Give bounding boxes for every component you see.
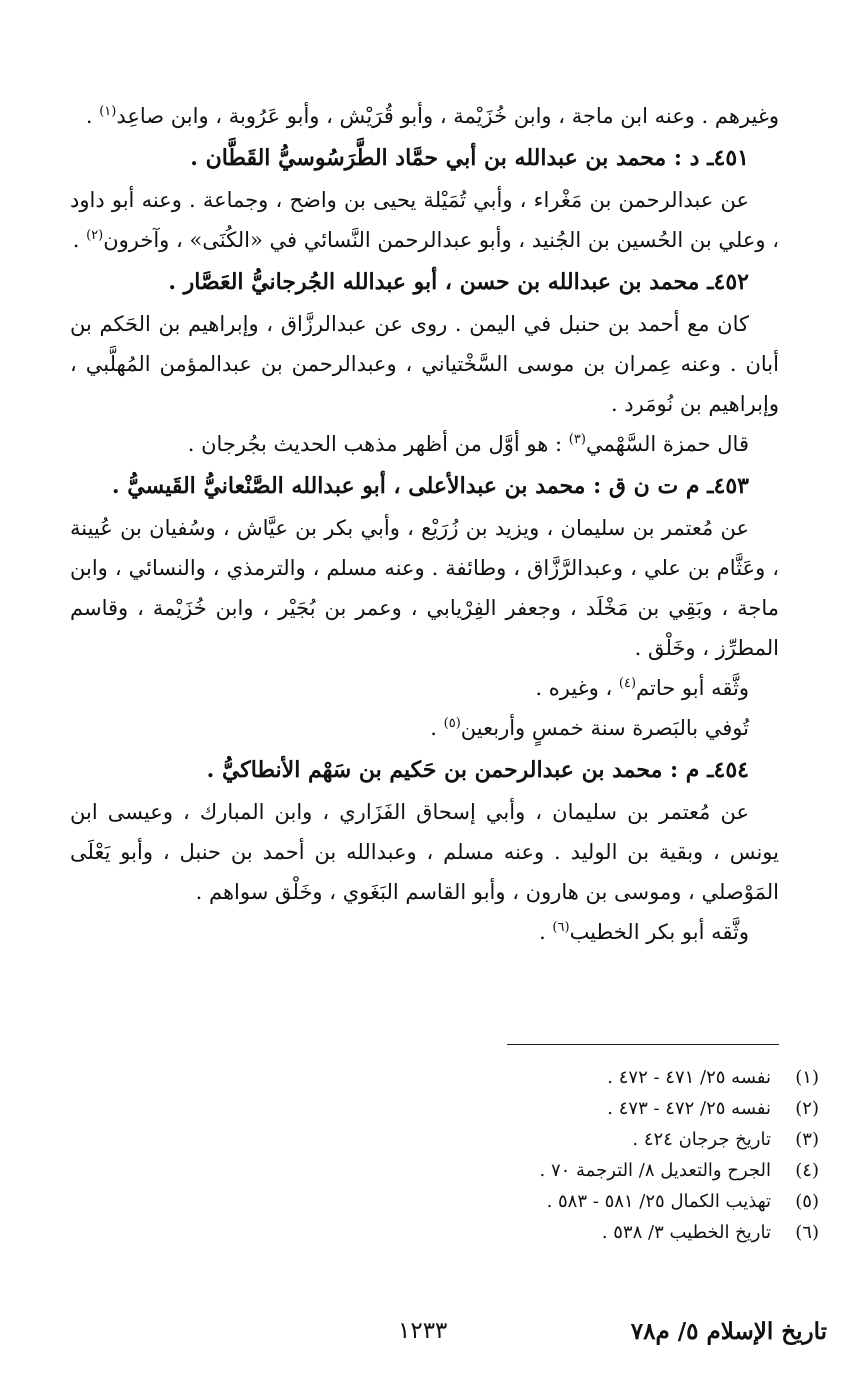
footnote-item <box>200 1186 819 1217</box>
trust-text: وثَّقه أبو بكر الخطيب <box>569 920 749 944</box>
entry-body-452: كان مع أحمد بن حنبل في اليمن . روى عن عبدالرزَّاق ، وإبراهيم بن الحَكم بن أبان . وعنه عِمران بن موسى السَّخْتياني ، وعبدالرحمن بن عبدالمؤمن المُهلَّبي ، وإبراهيم بن نُومَرد . <box>70 312 779 416</box>
entry-heading-453: ٤٥٣ـ م ت ن ق : محمد بن عبدالأعلى ، أبو عبدالله الصَّنْعانيُّ القَيسيُّ . <box>111 473 749 499</box>
paragraph-text: وغيرهم . وعنه ابن ماجة ، وابن خُزَيْمة ، وأبو قُرَيْش ، وأبو عَرُوبة ، وابن صاعِد <box>116 104 779 128</box>
running-footer <box>0 1318 849 1358</box>
footnote-item <box>200 1155 819 1186</box>
note-text: قال حمزة السَّهْمي <box>585 432 749 456</box>
continued-paragraph <box>70 96 779 136</box>
footnote-number: (٦) <box>795 1222 819 1243</box>
footnote-ref[interactable]: (١) <box>99 104 117 119</box>
entry-trust-453 <box>70 668 779 708</box>
footnote-number: (٥) <box>795 1191 819 1212</box>
footnote-number: (٣) <box>795 1129 819 1150</box>
footnote-ref[interactable]: (٥) <box>443 716 461 731</box>
entry-heading-452: ٤٥٢ـ محمد بن عبدالله بن حسن ، أبو عبدالله الجُرجانيُّ العَصَّار . <box>168 269 749 295</box>
footnote-text: تاريخ جرجان ٤٢٤ . <box>632 1129 771 1150</box>
trust-text: وثَّقه أبو حاتم <box>636 676 749 700</box>
footnote-ref[interactable]: (٣) <box>568 432 586 447</box>
entry-body-453: عن مُعتمر بن سليمان ، ويزيد بن زُرَيْع ، وأبي بكر بن عيَّاش ، وسُفيان بن عُيينة ، وعَثَّام بن علي ، وعبدالرَّزَّاق ، وطائفة . وعنه مسلم ، والترمذي ، والنسائي ، وابن ماجة ، وبَقِي بن مَخْلَد ، وجعفر الفِرْيابي ، وعمر بن بُجَيْر ، وابن خُزَيْمة ، وقاسم المطرِّز ، وخَلْق . <box>70 516 779 660</box>
footnote-number: (٤) <box>795 1160 819 1181</box>
footnote-ref[interactable]: (٤) <box>618 676 637 691</box>
footnote-text: نفسه ٢٥/ ٤٧١ - ٤٧٢ . <box>607 1067 771 1088</box>
page-number: ١٢٣٣ <box>398 1318 448 1344</box>
trust-tail: . <box>539 920 553 944</box>
footnote-text: تهذيب الكمال ٢٥/ ٥٨١ - ٥٨٣ . <box>546 1191 771 1212</box>
footnote-text: تاريخ الخطيب ٣/ ٥٣٨ . <box>601 1222 771 1243</box>
entry-tail: . <box>72 228 87 252</box>
footnote-item <box>200 1093 819 1124</box>
entry-body-451 <box>70 180 779 260</box>
note-tail: : هو أوَّل من أظهر مذهب الحديث بجُرجان . <box>187 432 569 456</box>
footnote-ref[interactable]: (٢) <box>86 228 104 243</box>
footnote-item <box>200 1124 819 1155</box>
footnote-item <box>200 1062 819 1093</box>
entry-text: عن عبدالرحمن بن مَغْراء ، وأبي تُمَيْلة يحيى بن واضح ، وجماعة . وعنه أبو داود ، وعلي بن الحُسين بن الجُنيد ، وأبو عبدالرحمن النَّسائي في «الكُنَى» ، وآخرون <box>70 188 779 252</box>
death-tail: . <box>430 716 444 740</box>
footnote-number: (١) <box>795 1067 819 1088</box>
entry-note-452 <box>70 424 779 464</box>
main-text <box>70 96 779 952</box>
entry-heading-451: ٤٥١ـ د : محمد بن عبدالله بن أبي حمَّاد الطَّرَسُوسيُّ القَطَّان . <box>190 145 749 171</box>
entry-heading-454: ٤٥٤ـ م : محمد بن عبدالرحمن بن حَكيم بن سَهْم الأنطاكيُّ . <box>206 757 749 783</box>
footnote-number: (٢) <box>795 1098 819 1119</box>
footnote-text: نفسه ٢٥/ ٤٧٢ - ٤٧٣ . <box>607 1098 771 1119</box>
footnote-text: الجرح والتعديل ٨/ الترجمة ٧٠ . <box>539 1160 771 1181</box>
footnote-separator <box>507 1044 779 1045</box>
trust-tail: ، وغيره . <box>535 676 619 700</box>
paragraph-tail: . <box>85 104 100 128</box>
footnote-ref[interactable]: (٦) <box>552 920 570 935</box>
entry-body-454: عن مُعتمر بن سليمان ، وأبي إسحاق الفَزَاري ، وابن المبارك ، وعيسى ابن يونس ، وبقية بن الوليد . وعنه مسلم ، وعبدالله بن أحمد بن حنبل ، وأبو يَعْلَى المَوْصلي ، وموسى بن هارون ، وأبو القاسم البَغَوي ، وخَلْق سواهم . <box>70 800 779 904</box>
footnotes <box>200 1062 819 1248</box>
book-signature: تاريخ الإسلام ٥/ م٧٨ <box>630 1318 827 1345</box>
death-text: تُوفي بالبَصرة سنة خمسٍ وأربعين <box>460 716 749 740</box>
entry-death-453 <box>70 708 779 748</box>
footnote-item <box>200 1217 819 1248</box>
entry-trust-454 <box>70 912 779 952</box>
